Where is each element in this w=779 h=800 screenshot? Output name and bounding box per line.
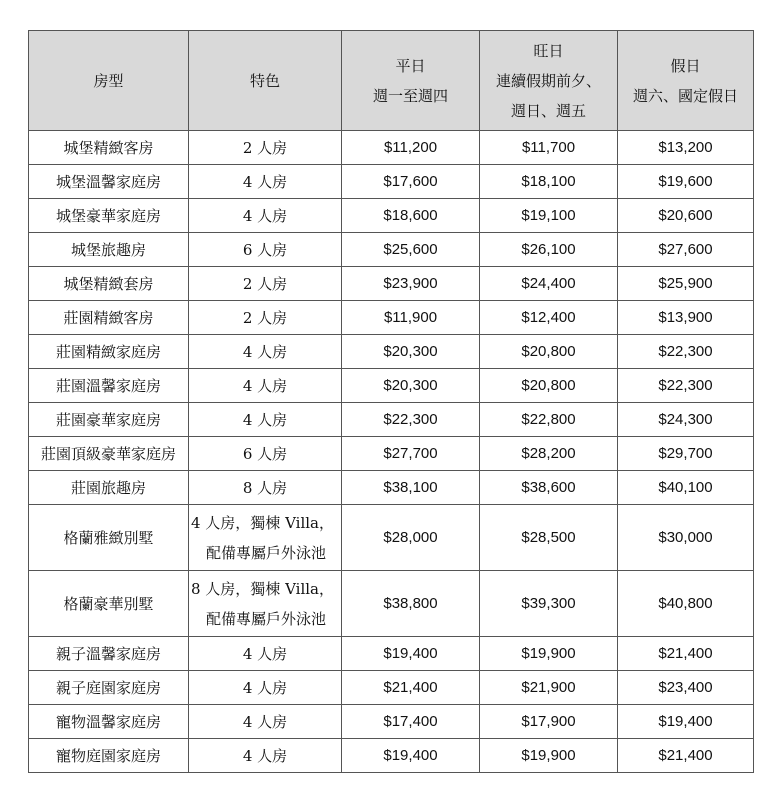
holiday-price-cell: $20,600 xyxy=(618,199,754,233)
feature-line-1: 8 人房，獨棟 Villa， xyxy=(191,579,334,598)
weekday-price-cell: $21,400 xyxy=(342,671,480,705)
holiday-price-cell: $25,900 xyxy=(618,267,754,301)
feature-cell: 2 人房 xyxy=(189,301,342,335)
header-weekday xyxy=(342,31,480,131)
table-row xyxy=(29,267,754,301)
holiday-price-cell: $21,400 xyxy=(618,637,754,671)
feature-cell: 6 人房 xyxy=(189,233,342,267)
table-row xyxy=(29,505,754,571)
table-row xyxy=(29,705,754,739)
room-name-cell: 莊園精緻家庭房 xyxy=(29,335,189,369)
holiday-price-cell: $19,400 xyxy=(618,705,754,739)
header-room-type: 房型 xyxy=(29,31,189,131)
peak-price-cell: $19,900 xyxy=(480,637,618,671)
table-row xyxy=(29,369,754,403)
peak-price-cell: $19,100 xyxy=(480,199,618,233)
peak-price-cell: $24,400 xyxy=(480,267,618,301)
header-weekday-days: 週一至週四 xyxy=(372,86,448,105)
feature-cell: 4 人房 xyxy=(189,671,342,705)
holiday-price-cell: $40,100 xyxy=(618,471,754,505)
room-name-cell: 城堡精緻套房 xyxy=(29,267,189,301)
header-peak-days-1: 連續假期前夕、 xyxy=(495,71,601,90)
table-row xyxy=(29,131,754,165)
room-name-cell: 莊園頂級豪華家庭房 xyxy=(29,437,189,471)
weekday-price-cell: $38,800 xyxy=(342,571,480,637)
weekday-price-cell: $38,100 xyxy=(342,471,480,505)
weekday-price-cell: $19,400 xyxy=(342,637,480,671)
weekday-price-cell: $22,300 xyxy=(342,403,480,437)
table-row xyxy=(29,335,754,369)
room-name-cell: 莊園精緻客房 xyxy=(29,301,189,335)
peak-price-cell: $28,500 xyxy=(480,505,618,571)
room-name-cell: 莊園溫馨家庭房 xyxy=(29,369,189,403)
room-name-cell: 親子庭園家庭房 xyxy=(29,671,189,705)
feature-cell: 4 人房 xyxy=(189,335,342,369)
weekday-price-cell: $18,600 xyxy=(342,199,480,233)
weekday-price-cell: $23,900 xyxy=(342,267,480,301)
room-name-cell: 格蘭雅緻別墅 xyxy=(29,505,189,571)
weekday-price-cell: $17,600 xyxy=(342,165,480,199)
peak-price-cell: $28,200 xyxy=(480,437,618,471)
feature-cell: 4 人房 xyxy=(189,739,342,773)
room-name-cell: 寵物庭園家庭房 xyxy=(29,739,189,773)
room-name-cell: 寵物溫馨家庭房 xyxy=(29,705,189,739)
peak-price-cell: $38,600 xyxy=(480,471,618,505)
table-row xyxy=(29,571,754,637)
room-name-cell: 城堡豪華家庭房 xyxy=(29,199,189,233)
room-name-cell: 莊園旅趣房 xyxy=(29,471,189,505)
peak-price-cell: $20,800 xyxy=(480,335,618,369)
table-row xyxy=(29,739,754,773)
header-peak-title: 旺日 xyxy=(533,41,564,60)
feature-cell: 4 人房 xyxy=(189,369,342,403)
header-weekday-title: 平日 xyxy=(395,56,426,75)
table-header-row xyxy=(29,31,754,131)
holiday-price-cell: $24,300 xyxy=(618,403,754,437)
table-row xyxy=(29,199,754,233)
table-row xyxy=(29,233,754,267)
peak-price-cell: $19,900 xyxy=(480,739,618,773)
holiday-price-cell: $13,200 xyxy=(618,131,754,165)
feature-line-2: 配備專屬戶外泳池 xyxy=(205,609,326,628)
weekday-price-cell: $11,200 xyxy=(342,131,480,165)
room-name-cell: 城堡溫馨家庭房 xyxy=(29,165,189,199)
peak-price-cell: $39,300 xyxy=(480,571,618,637)
holiday-price-cell: $22,300 xyxy=(618,369,754,403)
table-row xyxy=(29,671,754,705)
weekday-price-cell: $28,000 xyxy=(342,505,480,571)
feature-cell: 4 人房 xyxy=(189,199,342,233)
holiday-price-cell: $21,400 xyxy=(618,739,754,773)
header-holiday-title: 假日 xyxy=(670,56,701,75)
feature-line-1: 4 人房，獨棟 Villa， xyxy=(191,513,334,532)
table-row xyxy=(29,437,754,471)
table-row xyxy=(29,471,754,505)
peak-price-cell: $18,100 xyxy=(480,165,618,199)
weekday-price-cell: $27,700 xyxy=(342,437,480,471)
feature-cell: 4 人房 xyxy=(189,165,342,199)
peak-price-cell: $17,900 xyxy=(480,705,618,739)
holiday-price-cell: $13,900 xyxy=(618,301,754,335)
peak-price-cell: $22,800 xyxy=(480,403,618,437)
feature-cell: 4 人房 xyxy=(189,403,342,437)
holiday-price-cell: $40,800 xyxy=(618,571,754,637)
weekday-price-cell: $19,400 xyxy=(342,739,480,773)
weekday-price-cell: $25,600 xyxy=(342,233,480,267)
room-name-cell: 親子溫馨家庭房 xyxy=(29,637,189,671)
peak-price-cell: $26,100 xyxy=(480,233,618,267)
feature-cell: 6 人房 xyxy=(189,437,342,471)
holiday-price-cell: $19,600 xyxy=(618,165,754,199)
weekday-price-cell: $20,300 xyxy=(342,335,480,369)
holiday-price-cell: $29,700 xyxy=(618,437,754,471)
feature-cell: 8 人房 xyxy=(189,471,342,505)
room-name-cell: 莊園豪華家庭房 xyxy=(29,403,189,437)
holiday-price-cell: $30,000 xyxy=(618,505,754,571)
header-holiday xyxy=(618,31,754,131)
holiday-price-cell: $22,300 xyxy=(618,335,754,369)
table-row xyxy=(29,637,754,671)
header-holiday-days: 週六、國定假日 xyxy=(632,86,738,105)
room-rate-table xyxy=(28,30,754,773)
feature-cell: 4 人房 xyxy=(189,637,342,671)
header-feature: 特色 xyxy=(189,31,342,131)
table-row xyxy=(29,301,754,335)
peak-price-cell: $11,700 xyxy=(480,131,618,165)
feature-cell xyxy=(189,571,342,637)
feature-cell: 4 人房 xyxy=(189,705,342,739)
peak-price-cell: $21,900 xyxy=(480,671,618,705)
weekday-price-cell: $11,900 xyxy=(342,301,480,335)
holiday-price-cell: $23,400 xyxy=(618,671,754,705)
feature-line-2: 配備專屬戶外泳池 xyxy=(205,543,326,562)
peak-price-cell: $12,400 xyxy=(480,301,618,335)
table-row xyxy=(29,165,754,199)
feature-cell: 2 人房 xyxy=(189,131,342,165)
weekday-price-cell: $17,400 xyxy=(342,705,480,739)
holiday-price-cell: $27,600 xyxy=(618,233,754,267)
weekday-price-cell: $20,300 xyxy=(342,369,480,403)
peak-price-cell: $20,800 xyxy=(480,369,618,403)
header-peak xyxy=(480,31,618,131)
feature-cell: 2 人房 xyxy=(189,267,342,301)
feature-cell xyxy=(189,505,342,571)
room-name-cell: 城堡精緻客房 xyxy=(29,131,189,165)
room-name-cell: 城堡旅趣房 xyxy=(29,233,189,267)
table-row xyxy=(29,403,754,437)
header-peak-days-2: 週日、週五 xyxy=(510,101,586,120)
room-name-cell: 格蘭豪華別墅 xyxy=(29,571,189,637)
